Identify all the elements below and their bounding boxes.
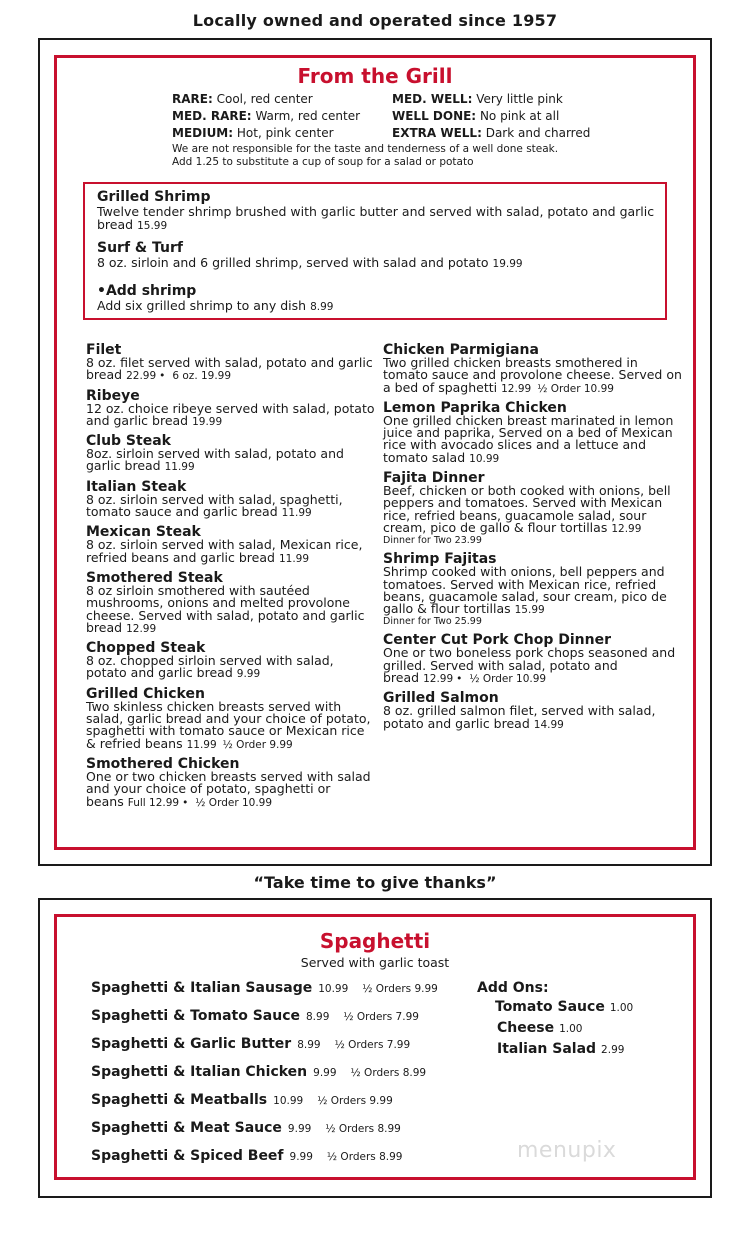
item-name: Spaghetti & Spiced Beef (91, 1148, 284, 1164)
item-half-price: ½ Orders 7.99 (343, 1011, 419, 1023)
item-description (383, 412, 683, 465)
item-description (383, 357, 683, 395)
tagline: Locally owned and operated since 1957 (192, 11, 558, 30)
bullet-separator: • (159, 370, 166, 383)
item-name: Lemon Paprika Chicken (383, 399, 567, 416)
item-half-price: ½ Orders 8.99 (326, 1151, 403, 1163)
grill-left-column (86, 343, 376, 815)
item-desc-text: 12 oz. choice ribeye served with salad, potato and garlic bread (86, 400, 375, 428)
item-name: Club Steak (86, 433, 171, 450)
doneness-cell (392, 91, 563, 108)
doneness-row (172, 91, 652, 108)
menu-item (86, 757, 376, 809)
addon-price: 2.99 (601, 1044, 625, 1056)
item-name: Ribeye (86, 387, 140, 404)
item-description (383, 705, 683, 731)
item-description (97, 256, 663, 271)
spaghetti-item (91, 1006, 471, 1034)
item-extra-price: 6 oz. 19.99 (172, 370, 232, 383)
spaghetti-title: Spaghetti (319, 929, 431, 953)
item-name: Grilled Salmon (383, 690, 499, 707)
item-description (97, 299, 663, 314)
grill-right-column (383, 343, 683, 737)
item-extra-price: ½ Order 10.99 (469, 673, 547, 686)
item-price: 14.99 (533, 718, 564, 731)
doneness-cell (392, 108, 559, 125)
item-desc-text: Beef, chicken or both cooked with onions, bell peppers and tomatoes. Served with Mexican rice, refried beans, guacamole salad, sour cream, pico de gallo & flour tortillas (383, 483, 671, 535)
doneness-label: MEDIUM: (172, 126, 234, 140)
doneness-row (172, 125, 652, 142)
item-name: Italian Steak (86, 478, 187, 495)
doneness-cell (172, 91, 392, 108)
spaghetti-list (91, 978, 471, 1174)
addon-name: Italian Salad (497, 1041, 597, 1057)
item-price: 9.99 (289, 1151, 313, 1163)
item-description (383, 485, 683, 535)
item-desc-text: Two skinless chicken breasts served with salad, garlic bread and your choice of potato, spaghetti with tomato sauce or Mexican rice & refried beans (86, 698, 371, 751)
spaghetti-subtitle: Served with garlic toast (300, 955, 450, 970)
addon-name: Tomato Sauce (495, 999, 605, 1015)
doneness-label: MED. WELL: (392, 92, 473, 106)
item-price: 9.99 (313, 1067, 337, 1079)
item-half-price: ½ Orders 7.99 (334, 1039, 411, 1051)
item-price: 11.99 (278, 552, 310, 565)
doneness-label: RARE: (172, 92, 213, 106)
menu-item (383, 401, 683, 465)
addon-item (477, 997, 677, 1018)
item-name: Grilled Chicken (86, 685, 205, 702)
spaghetti-item (91, 1090, 471, 1118)
item-price: 12.99 (423, 673, 454, 686)
spaghetti-item (91, 1034, 471, 1062)
item-price: 9.99 (287, 1123, 312, 1135)
doneness-desc: No pink at all (479, 109, 560, 123)
item-price: 12.99 (501, 382, 532, 395)
item-price: 10.99 (469, 452, 500, 465)
addon-name: Cheese (497, 1020, 555, 1036)
doneness-label: EXTRA WELL: (392, 126, 482, 140)
item-price: 15.99 (514, 604, 545, 617)
item-desc-text: Shrimp cooked with onions, bell peppers and tomatoes. Served with Mexican rice, refried beans, guacamole salad, sour cream, pico de gallo & flour tortillas (383, 564, 667, 617)
item-half-price: ½ Orders 9.99 (362, 983, 438, 995)
grill-note: We are not responsible for the taste and tenderness of a well done steak. (172, 143, 559, 155)
addon-price: 1.00 (559, 1023, 583, 1035)
item-price: 11.99 (281, 507, 312, 520)
item-price: 8.99 (297, 1039, 321, 1051)
item-name: Spaghetti & Garlic Butter (91, 1036, 292, 1052)
grill-note: Add 1.25 to substitute a cup of soup for a salad or potato (172, 155, 474, 168)
item-name: Mexican Steak (86, 524, 201, 541)
grill-title: From the Grill (297, 64, 453, 88)
doneness-cell (392, 125, 590, 142)
menu-item (86, 480, 376, 520)
item-name: Spaghetti & Italian Sausage (91, 980, 313, 996)
doneness-label: WELL DONE: (392, 109, 477, 123)
menu-item (86, 641, 376, 681)
spaghetti-item (91, 1146, 471, 1174)
item-desc-text: Two grilled chicken breasts smothered in tomato sauce and provolone cheese. Served on a bed of spaghetti (383, 355, 682, 395)
menu-item (383, 633, 683, 685)
item-desc-text: 8 oz sirloin smothered with sautéed mushrooms, onions and melted provolone cheese. Served with salad, potato and garlic bread (86, 582, 365, 635)
bullet-separator: • (182, 796, 189, 809)
item-price: 8.99 (310, 301, 334, 313)
doneness-desc: Hot, pink center (236, 126, 334, 140)
item-name: Spaghetti & Meatballs (91, 1092, 268, 1108)
item-description (86, 448, 376, 474)
item-desc-text: One grilled chicken breast marinated in lemon juice and paprika, Served on a bed of Mexican rice with avocado slices and a lettuce and tomato salad (383, 412, 674, 465)
item-desc-text: 8oz. sirloin served with salad, potato and garlic bread (86, 446, 344, 474)
item-description (86, 357, 376, 383)
menu-item (383, 471, 683, 546)
menu-item (86, 687, 376, 751)
item-description (86, 655, 376, 681)
item-name: Smothered Chicken (86, 755, 240, 772)
item-half-price: ½ Orders 9.99 (317, 1095, 393, 1107)
item-name: Chopped Steak (86, 640, 206, 657)
addon-item (477, 1018, 677, 1039)
spaghetti-item (91, 1118, 471, 1146)
item-price: 11.99 (186, 738, 217, 751)
item-description (86, 400, 376, 429)
featured-items-box (83, 182, 667, 320)
item-sub-price: Dinner for Two 25.99 (383, 616, 482, 628)
item-name: Spaghetti & Italian Chicken (91, 1064, 308, 1080)
item-half-price: ½ Order 10.99 (537, 382, 614, 395)
item-price: 10.99 (273, 1095, 304, 1107)
doneness-cell (172, 108, 392, 125)
item-desc-text: 8 oz. sirloin and 6 grilled shrimp, served with salad and potato (97, 255, 489, 270)
bullet-separator: • (456, 673, 463, 686)
quote: “Take time to give thanks” (253, 873, 497, 892)
item-half-price: ½ Orders 8.99 (325, 1123, 401, 1135)
item-price: 11.99 (164, 461, 195, 474)
item-description (86, 698, 376, 751)
doneness-guide (172, 91, 652, 142)
menu-item (383, 552, 683, 627)
item-name: Filet (86, 342, 122, 358)
item-desc-text: One or two boneless pork chops seasoned and grilled. Served with salad, potato and bread (383, 645, 676, 686)
menu-item (86, 525, 376, 565)
doneness-desc: Very little pink (476, 92, 563, 106)
item-name: Surf & Turf (97, 240, 183, 256)
doneness-desc: Warm, red center (255, 109, 361, 123)
item-sub-price: Dinner for Two 23.99 (383, 535, 482, 547)
item-name: Spaghetti & Meat Sauce (91, 1120, 282, 1136)
spaghetti-item (91, 978, 471, 1006)
item-price: 8.99 (306, 1011, 330, 1023)
grill-notes (172, 143, 652, 168)
item-description (86, 539, 376, 565)
addon-item (477, 1039, 677, 1060)
menu-item (86, 571, 376, 635)
featured-item (97, 190, 663, 233)
menu-item (383, 691, 683, 731)
item-desc-text: Twelve tender shrimp brushed with garlic butter and served with salad, potato and garlic bread (97, 204, 655, 232)
item-name: Shrimp Fajitas (383, 551, 497, 568)
item-price: 12.99 (611, 522, 642, 535)
item-price: 19.99 (192, 415, 223, 428)
item-desc-text: 8 oz. filet served with salad, potato and garlic bread (86, 355, 373, 383)
spaghetti-item (91, 1062, 471, 1090)
addon-price: 1.00 (609, 1002, 634, 1014)
item-description (97, 205, 663, 233)
item-name: Fajita Dinner (383, 470, 485, 487)
item-description (86, 582, 376, 635)
item-description (86, 491, 376, 520)
item-name: Grilled Shrimp (97, 189, 211, 205)
item-desc-text: 8 oz. chopped sirloin served with salad, potato and garlic bread (86, 653, 334, 681)
addons-title: Add Ons: (477, 980, 549, 996)
doneness-cell (172, 125, 392, 142)
watermark: menupix (517, 1138, 617, 1163)
item-extra-price: ½ Order 10.99 (195, 796, 273, 809)
menu-item (86, 434, 376, 474)
item-desc-text: 8 oz. sirloin served with salad, spaghetti, tomato sauce and garlic bread (86, 491, 343, 520)
addons (477, 979, 677, 1060)
item-price: 9.99 (236, 668, 261, 681)
item-price: 15.99 (137, 220, 168, 232)
doneness-row (172, 108, 652, 125)
doneness-label: MED. RARE: (172, 109, 252, 123)
doneness-desc: Cool, red center (216, 92, 313, 106)
item-name: •Add shrimp (97, 283, 197, 299)
item-price: 12.99 (126, 622, 157, 635)
item-desc-text: Add six grilled shrimp to any dish (97, 298, 307, 313)
item-description (383, 647, 683, 685)
item-name: Spaghetti & Tomato Sauce (91, 1008, 300, 1024)
item-price: Full 12.99 (127, 796, 180, 809)
featured-item (97, 284, 663, 314)
item-name: Smothered Steak (86, 569, 223, 586)
item-price: 19.99 (492, 258, 523, 270)
item-price: 22.99 (126, 370, 157, 383)
item-price: 10.99 (318, 983, 349, 995)
item-desc-text: 8 oz. sirloin served with salad, Mexican rice, refried beans and garlic bread (86, 537, 363, 565)
item-name: Center Cut Pork Chop Dinner (383, 632, 611, 649)
item-description (383, 566, 683, 616)
menu-item (383, 343, 683, 395)
item-desc-text: One or two chicken breasts served with salad and your choice of potato, spaghetti or beans (86, 768, 371, 809)
menu-item (86, 389, 376, 429)
menu-item (86, 343, 376, 383)
item-description (86, 768, 376, 809)
item-name: Chicken Parmigiana (383, 342, 539, 358)
item-half-price: ½ Orders 8.99 (350, 1067, 427, 1079)
doneness-desc: Dark and charred (485, 126, 591, 140)
item-half-price: ½ Order 9.99 (222, 738, 293, 751)
item-desc-text: 8 oz. grilled salmon filet, served with salad, potato and garlic bread (383, 703, 656, 731)
featured-item (97, 241, 663, 271)
